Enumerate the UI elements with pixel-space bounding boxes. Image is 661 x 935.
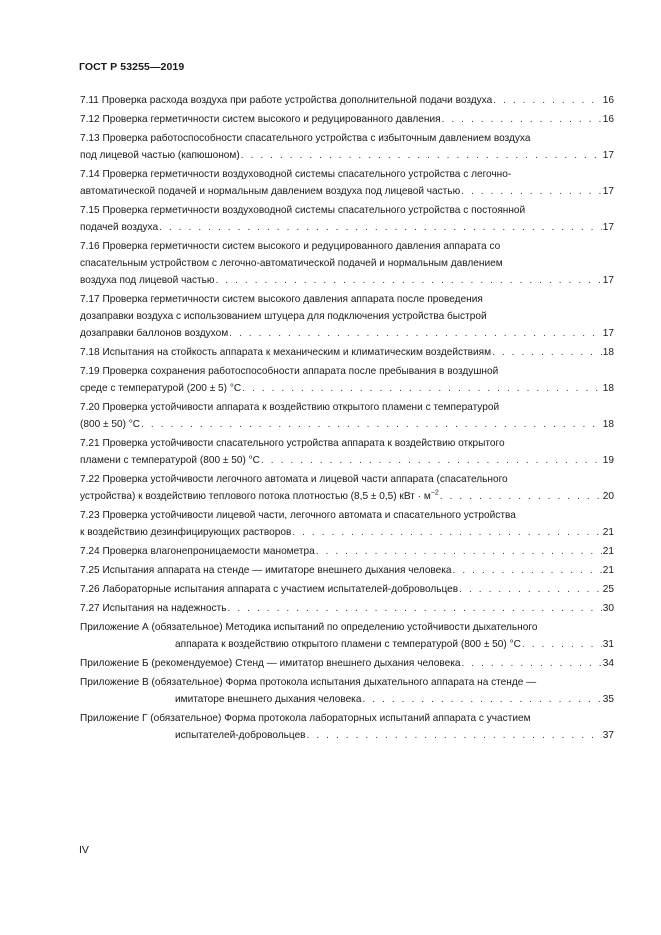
toc-appendix bbox=[80, 655, 614, 672]
toc-entry-title bbox=[80, 92, 492, 109]
toc-entry-line: 7.14 Проверка герметичности воздуховодной системы спасательного устройства с легочно- bbox=[80, 169, 512, 180]
toc-leader-dots bbox=[292, 524, 601, 541]
toc-entry-title-text: 7.11 Проверка расхода воздуха при работе устройства дополнительной подачи воздуха bbox=[80, 95, 493, 106]
toc-entry-title bbox=[80, 380, 241, 397]
toc-entry-title-text: под лицевой частью (капюшоном) bbox=[80, 150, 240, 161]
toc-entry bbox=[80, 543, 614, 560]
toc-entry bbox=[80, 202, 614, 236]
toc-entry-title-text: 7.12 Проверка герметичности систем высокого и редуцированного давления bbox=[80, 114, 441, 125]
toc-entry-row bbox=[80, 600, 614, 617]
toc-entry-row bbox=[80, 543, 614, 560]
toc-appendix-continuation bbox=[80, 727, 614, 744]
toc-entry bbox=[80, 363, 614, 397]
toc-entry-title-text: 7.27 Испытания на надежность bbox=[80, 603, 227, 614]
toc-entry-title bbox=[80, 600, 227, 617]
toc-page-number: 18 bbox=[602, 347, 614, 358]
toc-entry-title bbox=[80, 219, 158, 236]
toc-entry-row bbox=[80, 581, 614, 598]
toc-appendix-continuation bbox=[80, 636, 614, 653]
toc-leader-dots bbox=[242, 380, 602, 397]
toc-appendix-line: Приложение А (обязательное) Методика испытаний по определению устойчивости дыхательного bbox=[80, 622, 538, 633]
toc-entry-row bbox=[80, 325, 614, 342]
toc-entry-row bbox=[80, 416, 614, 433]
toc-page-number: 17 bbox=[602, 275, 614, 286]
toc-entry-row bbox=[175, 636, 614, 653]
toc-entry-line: 7.22 Проверка устойчивости легочного автомата и лицевой части аппарата (спасательного bbox=[80, 474, 508, 485]
toc-entry-row bbox=[80, 219, 614, 236]
toc-entry-title-text: дозаправки баллонов воздухом bbox=[80, 328, 229, 339]
toc-entry bbox=[80, 399, 614, 433]
toc-entry-line: 7.15 Проверка герметичности воздуховодной системы спасательного устройства с постоянной bbox=[80, 205, 526, 216]
toc-entry-row bbox=[80, 183, 614, 200]
toc-entry-line: 7.19 Проверка сохранения работоспособности аппарата после пребывания в воздушной bbox=[80, 366, 499, 377]
toc-appendix-continuation bbox=[80, 691, 614, 708]
toc-entry bbox=[80, 562, 614, 579]
page-number: IV bbox=[79, 844, 89, 856]
toc-entry-title bbox=[80, 655, 460, 672]
toc-page-number: 19 bbox=[602, 455, 614, 466]
toc-entry-line: 7.20 Проверка устойчивости аппарата к воздействию открытого пламени с температурой bbox=[80, 402, 500, 413]
toc-entry-line: спасательным устройством с легочно-автоматической подачей и нормальным давлением bbox=[80, 258, 503, 269]
toc-leader-dots bbox=[522, 636, 602, 653]
toc-entry bbox=[80, 92, 614, 109]
toc-leader-dots bbox=[459, 581, 602, 598]
toc-page-number: 34 bbox=[602, 658, 614, 669]
toc-entry bbox=[80, 291, 614, 342]
toc-entry-title bbox=[175, 691, 361, 708]
toc-leader-dots bbox=[141, 416, 602, 433]
toc-page-number: 16 bbox=[602, 95, 614, 106]
toc-entry-title-text: к воздействию дезинфицирующих растворов bbox=[80, 527, 292, 538]
toc-entry-title-text: устройства) к воздействию теплового потока плотностью (8,5 ± 0,5) кВт · м bbox=[80, 491, 431, 502]
toc-leader-dots bbox=[442, 111, 602, 128]
toc-leader-dots bbox=[362, 691, 601, 708]
toc-entry-title bbox=[80, 272, 214, 289]
toc-page-number: 20 bbox=[602, 491, 614, 502]
toc-page-number: 17 bbox=[602, 150, 614, 161]
toc-entry-line: дозаправки воздуха с использованием штуцера для подключения устройства быстрой bbox=[80, 311, 487, 322]
toc-entry-title bbox=[80, 524, 291, 541]
toc-entry bbox=[80, 130, 614, 164]
toc-entry-row bbox=[80, 380, 614, 397]
toc-entry-title-text: (800 ± 50) °С bbox=[80, 419, 141, 430]
toc-leader-dots bbox=[159, 219, 602, 236]
toc-page-number: 21 bbox=[602, 565, 614, 576]
toc-leader-dots bbox=[307, 727, 602, 744]
toc-entry-title bbox=[175, 636, 521, 653]
standard-designation: ГОСТ Р 53255—2019 bbox=[79, 61, 185, 73]
toc-page-number: 31 bbox=[602, 639, 614, 650]
toc-leader-dots bbox=[229, 325, 602, 342]
toc-entry-row bbox=[80, 452, 614, 469]
toc-leader-dots bbox=[493, 92, 602, 109]
toc-appendix bbox=[80, 710, 614, 744]
toc-entry-line: 7.17 Проверка герметичности систем высокого давления аппарата после проведения bbox=[80, 294, 483, 305]
toc-page-number: 37 bbox=[602, 730, 614, 741]
toc-entry-row bbox=[80, 147, 614, 164]
toc-leader-dots bbox=[461, 655, 601, 672]
toc-entry-row bbox=[80, 92, 614, 109]
toc-entry-title bbox=[80, 416, 140, 433]
toc-leader-dots bbox=[453, 562, 602, 579]
toc-entry-row bbox=[80, 272, 614, 289]
toc-entry-title-text: 7.25 Испытания аппарата на стенде — имитаторе внешнего дыхания человека bbox=[80, 565, 452, 576]
toc-entry-title-text: аппарата к воздействию открытого пламени с температурой (800 ± 50) °С bbox=[175, 639, 521, 650]
toc-entry bbox=[80, 111, 614, 128]
toc-entry-row bbox=[80, 111, 614, 128]
toc-entry-row bbox=[80, 562, 614, 579]
table-of-contents bbox=[80, 92, 614, 746]
toc-entry-title-text: подачей воздуха bbox=[80, 222, 159, 233]
toc-entry-line: 7.16 Проверка герметичности систем высокого и редуцированного давления аппарата со bbox=[80, 241, 501, 252]
toc-page-number: 17 bbox=[602, 186, 614, 197]
toc-entry-title-text: автоматической подачей и нормальным давлением воздуха под лицевой частью bbox=[80, 186, 461, 197]
toc-leader-dots bbox=[492, 344, 602, 361]
toc-entry-title bbox=[80, 325, 228, 342]
toc-leader-dots bbox=[261, 452, 602, 469]
toc-entry-row bbox=[80, 655, 614, 672]
toc-leader-dots bbox=[215, 272, 601, 289]
toc-entry-title bbox=[80, 344, 491, 361]
toc-entry bbox=[80, 166, 614, 200]
toc-entry-title-text: среде с температурой (200 ± 5) °С bbox=[80, 383, 242, 394]
toc-appendix bbox=[80, 674, 614, 708]
toc-page-number: 21 bbox=[602, 527, 614, 538]
toc-page-number: 18 bbox=[602, 419, 614, 430]
toc-appendix-line: Приложение В (обязательное) Форма протокола испытания дыхательного аппарата на стенде — bbox=[80, 677, 537, 688]
toc-entry-title bbox=[80, 488, 439, 505]
toc-entry bbox=[80, 507, 614, 541]
toc-page-number: 16 bbox=[602, 114, 614, 125]
toc-entry-title-text: испытателей-добровольцев bbox=[175, 730, 306, 741]
toc-entry-title-text: пламени с температурой (800 ± 50) °С bbox=[80, 455, 260, 466]
toc-items bbox=[80, 92, 614, 617]
toc-page-number: 30 bbox=[602, 603, 614, 614]
toc-entry-title-text: 7.24 Проверка влагонепроницаемости манометра bbox=[80, 546, 315, 557]
toc-page-number: 17 bbox=[602, 222, 614, 233]
toc-entry-line: 7.21 Проверка устойчивости спасательного устройства аппарата к воздействию открытого bbox=[80, 438, 505, 449]
toc-page-number: 35 bbox=[602, 694, 614, 705]
toc-entry-title bbox=[80, 147, 240, 164]
toc-entry-row bbox=[175, 727, 614, 744]
toc-page-number: 18 bbox=[602, 383, 614, 394]
toc-entry-row bbox=[80, 488, 614, 505]
toc-entry-superscript: −2 bbox=[430, 489, 439, 497]
toc-leader-dots bbox=[228, 600, 602, 617]
toc-entry-title-text: 7.26 Лабораторные испытания аппарата с участием испытателей-добровольцев bbox=[80, 584, 459, 595]
toc-entry bbox=[80, 600, 614, 617]
toc-appendix-line: Приложение Г (обязательное) Форма протокола лабораторных испытаний аппарата с участием bbox=[80, 713, 531, 724]
toc-entry-line: 7.13 Проверка работоспособности спасательного устройства с избыточным давлением воздуха bbox=[80, 133, 531, 144]
toc-entry bbox=[80, 581, 614, 598]
toc-entry-row bbox=[80, 524, 614, 541]
toc-entry-title bbox=[80, 452, 260, 469]
toc-entry-line: 7.23 Проверка устойчивости лицевой части, легочного автомата и спасательного устройства bbox=[80, 510, 516, 521]
toc-entry-title bbox=[80, 543, 315, 560]
toc-page-number: 17 bbox=[602, 328, 614, 339]
toc-leader-dots bbox=[241, 147, 602, 164]
toc-entry bbox=[80, 435, 614, 469]
toc-entry-title bbox=[175, 727, 306, 744]
toc-entry-title-text: имитаторе внешнего дыхания человека bbox=[175, 694, 362, 705]
toc-entry bbox=[80, 238, 614, 289]
toc-appendix bbox=[80, 619, 614, 653]
toc-entry-title-text: Приложение Б (рекомендуемое) Стенд — имитатор внешнего дыхания человека bbox=[80, 658, 461, 669]
toc-leader-dots bbox=[461, 183, 602, 200]
toc-entry-title bbox=[80, 111, 441, 128]
toc-entry-row bbox=[175, 691, 614, 708]
toc-page-number: 21 bbox=[602, 546, 614, 557]
toc-entry bbox=[80, 471, 614, 505]
toc-entry-title bbox=[80, 581, 458, 598]
toc-entry-title-text: воздуха под лицевой частью bbox=[80, 275, 215, 286]
toc-appendices bbox=[80, 619, 614, 744]
toc-page-number: 25 bbox=[602, 584, 614, 595]
toc-entry bbox=[80, 344, 614, 361]
toc-entry-title-text: 7.18 Испытания на стойкость аппарата к механическим и климатическим воздействиям bbox=[80, 347, 492, 358]
toc-entry-title bbox=[80, 183, 460, 200]
toc-entry-row bbox=[80, 344, 614, 361]
toc-leader-dots bbox=[440, 488, 602, 505]
toc-entry-title bbox=[80, 562, 452, 579]
toc-leader-dots bbox=[316, 543, 602, 560]
